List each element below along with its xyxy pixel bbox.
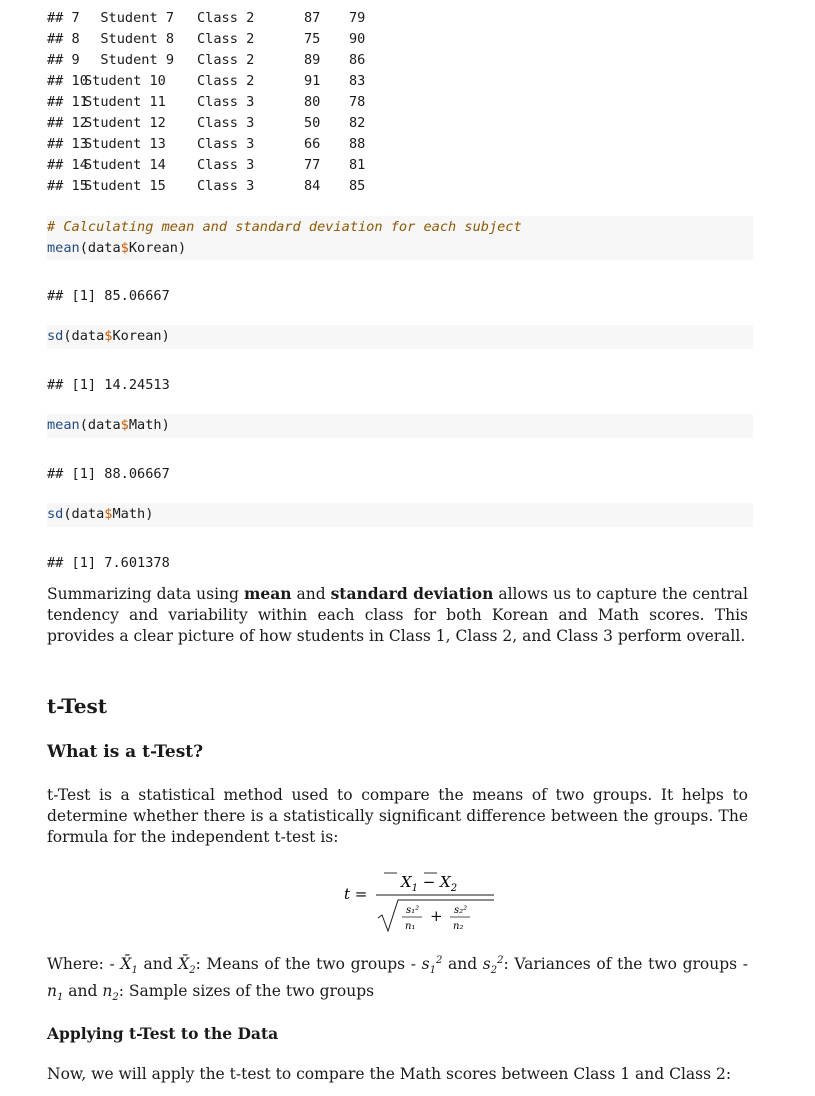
code-chunk-sd-korean	[47, 325, 753, 349]
operator: $	[120, 240, 129, 256]
row-index: ## 12	[47, 115, 88, 131]
s2sq: $s_2^2$	[482, 955, 504, 977]
s1-squared: s₁²	[406, 905, 420, 916]
output-mean-math: ## [1] 88.06667	[47, 466, 170, 482]
math-score: 86	[349, 52, 366, 68]
code-comment: # Calculating mean and standard deviation for each subject	[47, 219, 522, 235]
function-name: mean	[47, 417, 80, 433]
text: and	[137, 955, 179, 974]
student-id: Student 14	[84, 157, 166, 173]
student-id: Student 10	[84, 73, 166, 89]
korean-score: 75	[304, 31, 321, 47]
code-text: (data	[79, 240, 121, 256]
xbar1: $X̄_1$	[120, 955, 138, 977]
class-label: Class 2	[197, 52, 255, 68]
n2: n₂	[453, 921, 464, 932]
formula-t: t =	[344, 885, 368, 903]
formula-numerator: $X_1 - X_2$	[400, 873, 458, 894]
math-score: 82	[349, 115, 366, 131]
korean-score: 80	[304, 94, 321, 110]
code-text: (data	[79, 417, 121, 433]
class-label: Class 2	[197, 73, 255, 89]
math-score: 83	[349, 73, 366, 89]
class-label: Class 3	[197, 136, 255, 152]
bold-term-sd: standard deviation	[330, 584, 494, 603]
korean-score: 66	[304, 136, 321, 152]
code-text: (data	[63, 328, 105, 344]
output-sd-math: ## [1] 7.601378	[47, 555, 170, 571]
ttest-description: t-Test is a statistical method used to compare the means of two groups. It helps to determine whether there is a statistically significant difference between the groups. The formula for the independent t-test is:	[47, 786, 748, 846]
operator: $	[104, 506, 113, 522]
korean-score: 91	[304, 73, 321, 89]
class-label: Class 3	[197, 115, 255, 131]
text: and	[63, 982, 103, 1001]
s2-squared: s₂²	[454, 905, 468, 916]
row-index: ## 10	[47, 73, 88, 89]
function-name: sd	[47, 506, 64, 522]
section-heading-ttest: t-Test	[47, 694, 108, 718]
code-chunk-mean-math	[47, 414, 753, 438]
row-index: ## 14	[47, 157, 88, 173]
text: and	[442, 955, 483, 974]
math-score: 81	[349, 157, 366, 173]
student-id: Student 9	[84, 52, 175, 68]
student-id: Student 13	[84, 136, 166, 152]
text: : Means of the two groups -	[195, 955, 422, 974]
korean-score: 77	[304, 157, 321, 173]
class-label: Class 2	[197, 10, 255, 26]
summary-paragraph	[47, 583, 748, 647]
where-explanation	[47, 950, 748, 1008]
row-index: ## 8	[47, 31, 88, 47]
math-score: 85	[349, 178, 366, 194]
class-label: Class 3	[197, 157, 255, 173]
korean-score: 87	[304, 10, 321, 26]
ttest-formula	[342, 868, 502, 938]
output-sd-korean: ## [1] 14.24513	[47, 377, 170, 393]
code-text: (data	[63, 506, 105, 522]
korean-score: 84	[304, 178, 321, 194]
math-score: 90	[349, 31, 366, 47]
text: and	[291, 585, 331, 603]
class-label: Class 3	[197, 178, 255, 194]
class-label: Class 3	[197, 94, 255, 110]
student-id: Student 11	[84, 94, 166, 110]
math-score: 88	[349, 136, 366, 152]
student-id: Student 12	[84, 115, 166, 131]
text: Summarizing data using	[47, 585, 244, 603]
student-id: Student 8	[84, 31, 175, 47]
subsubsection-heading-applying: Applying t-Test to the Data	[47, 1024, 279, 1043]
code-text: Math)	[128, 417, 170, 433]
class-label: Class 2	[197, 31, 255, 47]
row-index: ## 7	[47, 10, 88, 26]
korean-score: 89	[304, 52, 321, 68]
math-score: 79	[349, 10, 366, 26]
code-chunk-sd-math	[47, 503, 753, 527]
student-id: Student 15	[84, 178, 166, 194]
math-score: 78	[349, 94, 366, 110]
output-mean-korean: ## [1] 85.06667	[47, 288, 170, 304]
text: Where: -	[47, 955, 121, 974]
n1: n₁	[405, 921, 416, 932]
bold-term-mean: mean	[243, 584, 292, 603]
function-name: sd	[47, 328, 64, 344]
code-text: Math)	[112, 506, 154, 522]
text: : Variances of the two groups -	[503, 955, 748, 974]
subsection-heading-what-is-ttest: What is a t-Test?	[47, 742, 204, 762]
korean-score: 50	[304, 115, 321, 131]
text: allows us to capture the central tendency and variability within each class for both Korean and Math scores. This provides a clear picture of how students in Class 1, Class 2, and Class 3 perform overall.	[47, 585, 749, 645]
n1-inline: $n_1$	[47, 982, 64, 1004]
function-name: mean	[47, 240, 80, 256]
code-text: Korean)	[128, 240, 187, 256]
n2-inline: $n_2$	[102, 982, 119, 1004]
operator: $	[120, 417, 129, 433]
text: : Sample sizes of the two groups	[118, 982, 375, 1001]
operator: $	[104, 328, 113, 344]
xbar2: $X̄_2$	[178, 955, 196, 977]
row-index: ## 13	[47, 136, 88, 152]
row-index: ## 9	[47, 52, 88, 68]
student-id: Student 7	[84, 10, 175, 26]
code-text: Korean)	[112, 328, 170, 344]
apply-paragraph: Now, we will apply the t-test to compare the Math scores between Class 1 and Class 2:	[47, 1065, 732, 1083]
s1sq: $s_1^2$	[421, 955, 443, 977]
row-index: ## 11	[47, 94, 88, 110]
plus-sign: +	[430, 907, 443, 925]
code-chunk-mean-korean	[47, 216, 753, 260]
row-index: ## 15	[47, 178, 88, 194]
